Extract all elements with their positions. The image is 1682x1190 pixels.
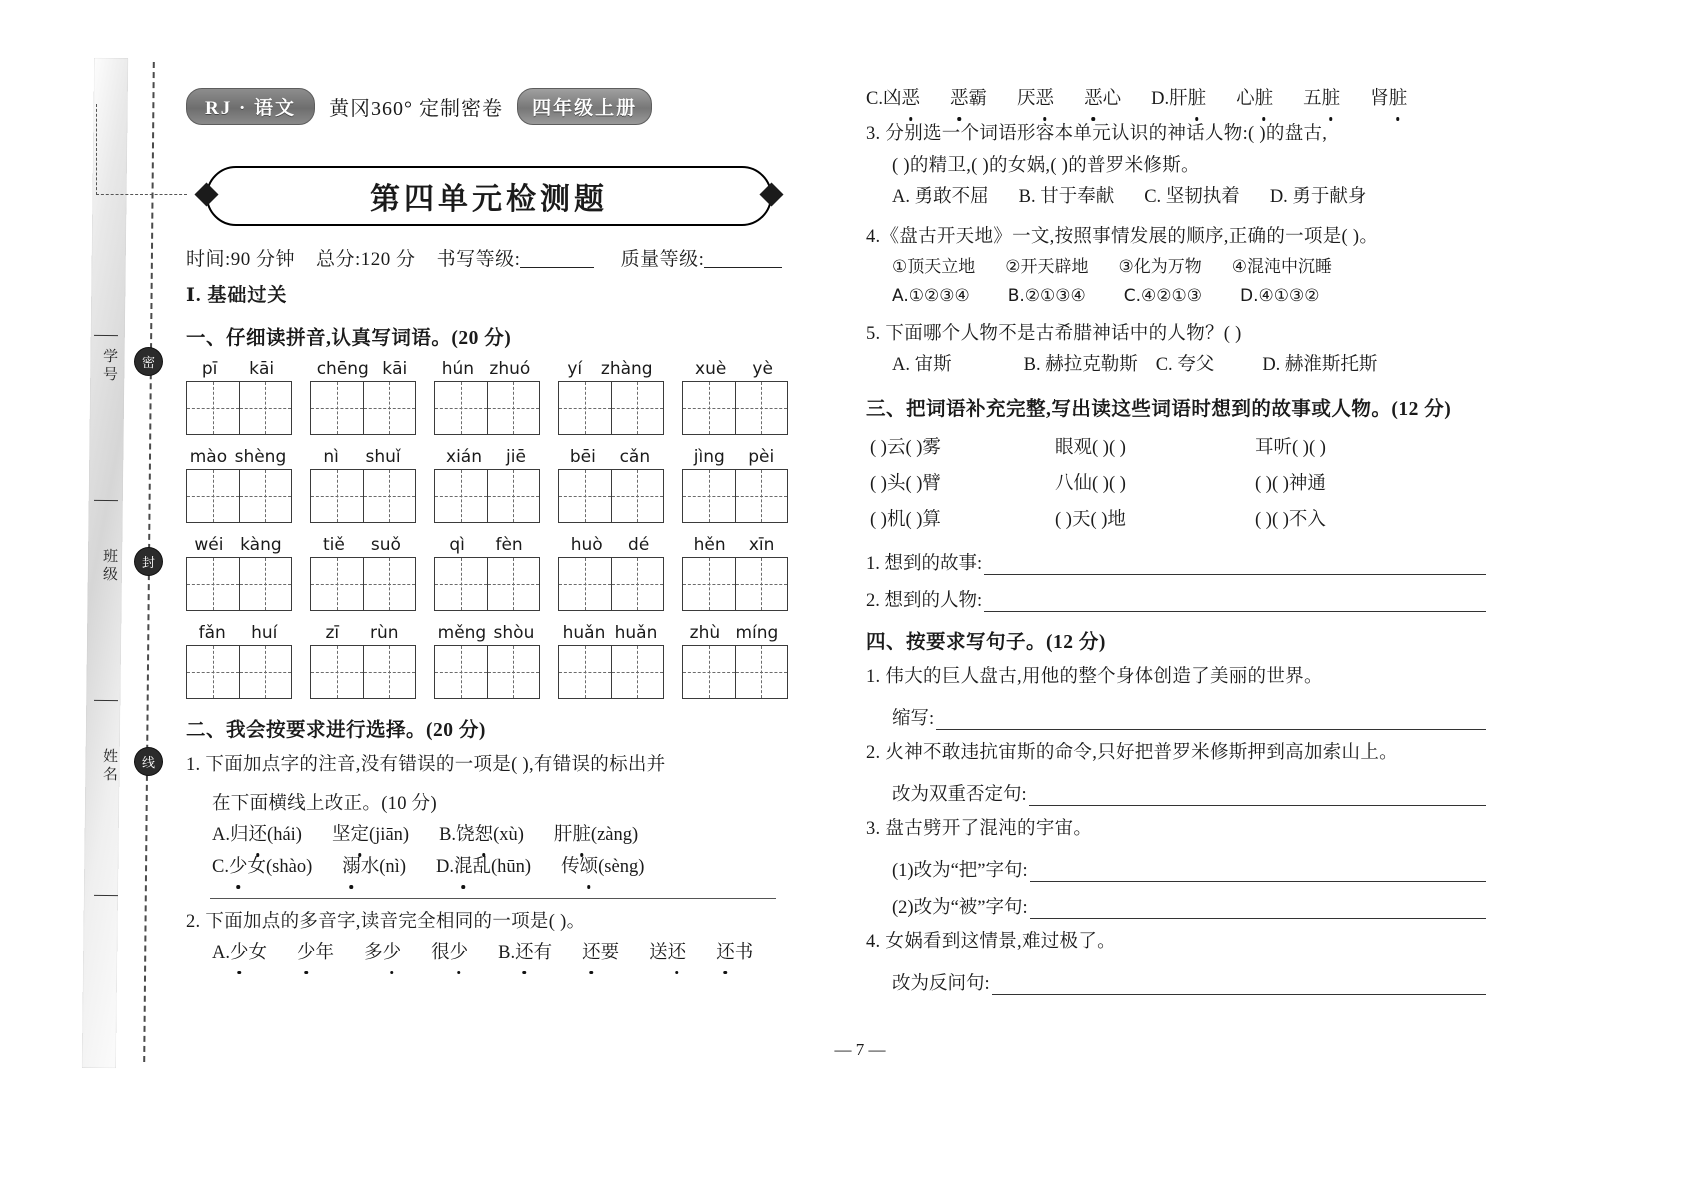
pinyin-syllable: zhuó: [489, 359, 531, 379]
pinyin-item: [310, 535, 414, 611]
pinyin-syllable: hún: [441, 359, 475, 379]
pinyin-syllable: yè: [752, 359, 773, 379]
pinyin-item: [186, 623, 290, 699]
dotted-char: 脏: [1255, 84, 1274, 116]
question-1-line-1: 1. 下面加点字的注音,没有错误的一项是( ),有错误的标出并: [186, 755, 666, 775]
pinyin-syllable: nì: [323, 447, 339, 467]
option-d-3: 五脏: [1303, 84, 1340, 116]
answer-label: 1. 想到的故事:: [866, 553, 983, 574]
question-2-options-row-1: [212, 938, 786, 970]
tianzi-box[interactable]: [434, 381, 540, 435]
idiom-row: [870, 466, 1486, 502]
sentence-item: [866, 928, 1486, 958]
title-connector: [96, 104, 187, 195]
section-three-answer-2: [866, 586, 1486, 612]
pinyin-syllable: fǎn: [198, 623, 226, 643]
dotted-char: 少: [297, 938, 316, 970]
pinyin-row: [186, 359, 786, 435]
pinyin-syllable: shòu: [493, 623, 535, 643]
dotted-char: 脏: [1188, 84, 1207, 116]
option-c[interactable]: C.④②①③: [1123, 285, 1202, 306]
option-c-3: 厌恶: [1017, 84, 1054, 116]
idiom-blank[interactable]: 眼观( )( ): [1055, 437, 1126, 458]
pinyin-syllable: xīn: [748, 535, 775, 555]
pinyin-item: [186, 447, 290, 523]
prompt-blank[interactable]: [936, 711, 1486, 730]
pinyin-syllable: jìng: [693, 447, 725, 467]
tianzi-box[interactable]: [558, 557, 664, 611]
dotted-char: 溺: [342, 852, 361, 884]
brand-label: 黄冈360° 定制密卷: [329, 98, 504, 120]
grade-pill: 四年级上册: [517, 88, 652, 125]
option-a[interactable]: A.①②③④: [892, 285, 970, 306]
idiom-row: [870, 430, 1486, 466]
option-a[interactable]: A. 勇敢不屈: [892, 186, 989, 207]
pinyin-item: [682, 623, 786, 699]
prompt-label: 改为双重否定句:: [892, 784, 1027, 805]
option-c: C.凶恶: [866, 84, 920, 116]
option-c[interactable]: C. 坚韧执着: [1144, 186, 1240, 207]
section-two-heading: 二、我会按要求进行选择。(20 分): [186, 720, 486, 741]
option-d-2: 心脏: [1236, 84, 1273, 116]
tianzi-box[interactable]: [558, 645, 664, 699]
option-d: D.混乱(hūn): [436, 852, 531, 884]
pinyin-grid-area: [186, 359, 786, 699]
order-item-4: ④混沌中沉睡: [1231, 256, 1332, 277]
option-b[interactable]: B. 赫拉克勒斯: [1023, 354, 1138, 375]
section-one-heading: 一、仔细读拼音,认真写词语。(20 分): [186, 328, 512, 349]
dotted-char: 脏: [1389, 84, 1408, 116]
pinyin-syllable: mào: [189, 447, 228, 467]
pinyin-syllable: huǎn: [614, 623, 658, 643]
sentence-prompt: [892, 969, 1486, 995]
option-a-4: 很少: [431, 938, 468, 970]
question-1-options-row-1: [212, 820, 786, 852]
prompt-blank[interactable]: [1030, 900, 1486, 919]
option-a-second: 坚定(jiān): [332, 820, 409, 852]
pinyin-row: [186, 623, 786, 699]
option-b-second: 肝脏(zàng): [554, 820, 638, 852]
idiom-blank[interactable]: ( )头( )臂: [870, 473, 941, 494]
section-four-heading: 四、按要求写句子。(12 分): [866, 631, 1106, 653]
pinyin-syllable: měng: [437, 623, 487, 643]
sentence-prompt: [892, 893, 1486, 919]
sentence-item: [866, 663, 1486, 693]
question-4-options: [892, 282, 1486, 311]
pinyin-syllable: jiē: [506, 447, 526, 467]
pinyin-syllable: huí: [251, 623, 278, 643]
dotted-char: 还: [582, 938, 601, 970]
option-b-3: 送还: [649, 938, 686, 970]
idiom-blank[interactable]: ( )( )不入: [1255, 509, 1326, 530]
question-5-line-1: 5. 下面哪个人物不是古希腊神话中的人物？( ): [866, 324, 1242, 344]
seal-badge-xian: 线: [135, 748, 162, 775]
pinyin-item: [186, 535, 290, 611]
question-1-line-2: 在下面横线上改正。(10 分): [212, 793, 437, 814]
prompt-label: 缩写:: [892, 708, 935, 729]
pinyin-syllable: fèn: [495, 535, 523, 555]
margin-field-xuehao: 学号: [100, 347, 118, 385]
pinyin-syllable: kàng: [240, 535, 282, 555]
prompt-blank[interactable]: [992, 976, 1486, 995]
pinyin-syllable: xuè: [695, 359, 727, 379]
dotted-char: 少: [450, 938, 469, 970]
option-b: B.饶恕(xù): [439, 820, 524, 852]
left-column: [186, 0, 786, 969]
tianzi-box[interactable]: [682, 557, 788, 611]
option-b[interactable]: B.②①③④: [1007, 285, 1086, 306]
meta-writing-blank[interactable]: [520, 267, 594, 268]
pinyin-item: [310, 623, 414, 699]
meta-total: 总分:120 分: [316, 249, 416, 270]
answer-blank[interactable]: [984, 556, 1486, 575]
pinyin-syllable: xián: [446, 447, 482, 467]
seal-badge-mi: 密: [135, 348, 162, 375]
question-2-options-row-2: [866, 84, 1486, 116]
pinyin-syllable: chēng: [316, 359, 369, 379]
pinyin-item: [682, 359, 786, 435]
prompt-blank[interactable]: [1029, 787, 1486, 806]
tianzi-box[interactable]: [682, 645, 788, 699]
question-3-line-2: ( )的精卫,( )的女娲,( )的普罗米修斯。: [892, 155, 1200, 176]
tianzi-box[interactable]: [434, 557, 540, 611]
meta-writing-label: 书写等级:: [436, 249, 521, 270]
idiom-blank[interactable]: ( )云( )雾: [870, 437, 941, 458]
sentence-item: [866, 815, 1486, 845]
sentence-item: [866, 739, 1486, 769]
meta-time: 时间:90 分钟: [186, 249, 296, 270]
prompt-label: 改为反问句:: [892, 973, 990, 994]
pinyin-syllable: huò: [570, 535, 603, 555]
pinyin-item: [558, 359, 662, 435]
pinyin-syllable: shèng: [234, 447, 287, 467]
pinyin-syllable: suǒ: [370, 535, 401, 555]
option-c-second: 溺水(nì): [342, 852, 406, 884]
tianzi-box[interactable]: [310, 381, 416, 435]
sentence-prompt: [892, 704, 1486, 730]
option-a[interactable]: A. 宙斯: [892, 354, 952, 375]
prompt-blank[interactable]: [1030, 863, 1486, 882]
margin-field-xingming: 姓名: [100, 747, 118, 785]
page-number: — 7 —: [834, 1040, 886, 1059]
question-1-correction-line[interactable]: [210, 898, 776, 899]
tianzi-box[interactable]: [186, 645, 292, 699]
option-b-2: 还要: [582, 938, 619, 970]
idiom-blank[interactable]: ( )( )神通: [1255, 473, 1326, 494]
item-sentence: 伟大的巨人盘古,用他的整个身体创造了美丽的世界。: [885, 666, 1323, 687]
option-c: C.少女(shào): [212, 852, 312, 884]
dotted-char: 还: [249, 820, 268, 852]
pinyin-syllable: zī: [325, 623, 340, 643]
sentence-prompt: [892, 780, 1486, 806]
pinyin-syllable: bēi: [569, 447, 596, 467]
dotted-char: 脏: [572, 820, 591, 852]
pinyin-syllable: huǎn: [562, 623, 606, 643]
dotted-char: 恶: [1036, 84, 1055, 116]
order-item-3: ③化为万物: [1118, 256, 1202, 277]
exam-meta: [186, 244, 786, 271]
pinyin-syllable: tiě: [323, 535, 345, 555]
pinyin-syllable: kāi: [382, 359, 408, 379]
option-b: B.还有: [498, 938, 552, 970]
option-a: A.归还(hái): [212, 820, 302, 852]
idiom-row: [870, 502, 1486, 538]
page-title: 第四单元检测题: [206, 166, 772, 226]
question-3-line-1: 3. 分别选一个词语形容本单元认识的神话人物:( )的盘古,: [866, 123, 1328, 144]
pinyin-item: [434, 623, 538, 699]
meta-quality-blank[interactable]: [704, 267, 782, 268]
pinyin-syllable: míng: [735, 623, 779, 643]
pinyin-item: [186, 359, 290, 435]
section-three-heading: 三、把词语补充完整,写出读这些词语时想到的故事或人物。(12 分): [866, 398, 1452, 420]
pinyin-item: [310, 447, 414, 523]
seal-badge-feng: 封: [135, 548, 162, 575]
tianzi-box[interactable]: [558, 381, 664, 435]
pinyin-item: [310, 359, 414, 435]
pinyin-row: [186, 535, 786, 611]
tianzi-box[interactable]: [434, 469, 540, 523]
question-4-line-1: 4.《盘古开天地》一文,按照事情发展的顺序,正确的一项是( )。: [866, 226, 1379, 247]
pinyin-item: [434, 535, 538, 611]
dotted-char: 少: [229, 852, 248, 884]
dotted-char: 恶: [901, 84, 920, 116]
option-c-4: 恶心: [1084, 84, 1121, 116]
question-4-items: [892, 253, 1486, 282]
pinyin-syllable: dé: [628, 535, 650, 555]
dotted-char: 恶: [1084, 84, 1103, 116]
dotted-char: 定: [350, 820, 369, 852]
tianzi-box[interactable]: [186, 381, 292, 435]
idiom-blank[interactable]: ( )天( )地: [1055, 509, 1126, 530]
item-sentence: 火神不敢违抗宙斯的命令,只好把普罗米修斯押到高加索山上。: [885, 742, 1398, 763]
sentence-prompt: [892, 856, 1486, 882]
item-number: 3.: [866, 818, 881, 839]
item-number: 1.: [866, 666, 881, 687]
pinyin-syllable: shuǐ: [365, 447, 401, 467]
question-2-line-1: 2. 下面加点的多音字,读音完全相同的一项是( )。: [186, 911, 586, 932]
idiom-blank[interactable]: 八仙( )( ): [1055, 473, 1126, 494]
question-3-options: [892, 182, 1486, 214]
option-d[interactable]: D. 勇于献身: [1269, 186, 1367, 207]
option-c[interactable]: C. 夸父: [1155, 354, 1215, 375]
pinyin-item: [558, 623, 662, 699]
option-a: A.少女: [212, 938, 267, 970]
tianzi-box[interactable]: [558, 469, 664, 523]
pinyin-item: [682, 447, 786, 523]
idiom-blank[interactable]: ( )机( )算: [870, 509, 941, 530]
pinyin-syllable: cǎn: [619, 447, 651, 467]
option-d-second: 传颂(sèng): [561, 852, 644, 884]
tianzi-box[interactable]: [186, 469, 292, 523]
question-1-options-row-2: [212, 852, 786, 884]
order-item-2: ②开天辟地: [1005, 256, 1089, 277]
answer-label: 2. 想到的人物:: [866, 590, 983, 611]
option-d[interactable]: D. 赫淮斯托斯: [1262, 354, 1378, 375]
pinyin-syllable: pī: [201, 359, 218, 379]
option-b-4: 还书: [716, 938, 753, 970]
dotted-char: 还: [515, 938, 534, 970]
tianzi-box[interactable]: [310, 645, 416, 699]
option-a-3: 多少: [364, 938, 401, 970]
dotted-char: 恕: [475, 820, 494, 852]
right-column: [866, 84, 1486, 995]
dotted-char: 恶: [950, 84, 969, 116]
tianzi-box[interactable]: [310, 469, 416, 523]
item-sentence: 盘古劈开了混沌的宇宙。: [885, 818, 1093, 839]
paper-header: [186, 88, 786, 148]
part-one-label: Ⅰ. 基础过关: [186, 285, 288, 306]
pinyin-syllable: wéi: [194, 535, 224, 555]
pinyin-item: [558, 447, 662, 523]
tianzi-box[interactable]: [682, 381, 788, 435]
pinyin-item: [434, 447, 538, 523]
dotted-char: 少: [383, 938, 402, 970]
pinyin-item: [682, 535, 786, 611]
pinyin-syllable: rùn: [369, 623, 399, 643]
item-number: 2.: [866, 742, 881, 763]
prompt-label: (1)改为“把”字句:: [892, 860, 1028, 881]
pinyin-syllable: pèi: [748, 447, 775, 467]
item-sentence: 女娲看到这情景,难过极了。: [885, 931, 1116, 952]
question-5-options: [892, 350, 1486, 382]
tianzi-box[interactable]: [434, 645, 540, 699]
prompt-label: (2)改为“被”字句:: [892, 897, 1028, 918]
idiom-blank[interactable]: 耳听( )( ): [1255, 437, 1326, 458]
pinyin-item: [558, 535, 662, 611]
dotted-char: 颂: [580, 852, 599, 884]
pinyin-row: [186, 447, 786, 523]
tianzi-box[interactable]: [186, 557, 292, 611]
margin-field-banji: 班级: [100, 547, 118, 585]
dotted-char: 少: [230, 938, 249, 970]
option-c-2: 恶霸: [950, 84, 987, 116]
option-b[interactable]: B. 甘于奉献: [1018, 186, 1115, 207]
pinyin-item: [434, 359, 538, 435]
option-a-2: 少年: [297, 938, 334, 970]
pinyin-syllable: kāi: [249, 359, 275, 379]
item-number: 4.: [866, 931, 881, 952]
section-three-answer-1: [866, 549, 1486, 575]
meta-quality-label: 质量等级:: [620, 249, 705, 270]
dotted-char: 还: [716, 938, 735, 970]
subject-pill: RJ · 语文: [186, 88, 315, 125]
tianzi-box[interactable]: [310, 557, 416, 611]
order-item-1: ①顶天立地: [892, 256, 976, 277]
title-banner: [186, 166, 786, 228]
option-d: D.肝脏: [1151, 84, 1206, 116]
dotted-char: 脏: [1322, 84, 1341, 116]
tianzi-box[interactable]: [682, 469, 788, 523]
answer-blank[interactable]: [984, 593, 1486, 612]
pinyin-syllable: qì: [449, 535, 465, 555]
pinyin-syllable: hěn: [693, 535, 726, 555]
option-d[interactable]: D.④①③②: [1239, 285, 1320, 306]
dotted-char: 混: [454, 852, 473, 884]
dotted-char: 还: [668, 938, 687, 970]
pinyin-syllable: zhù: [689, 623, 721, 643]
option-d-4: 肾脏: [1370, 84, 1407, 116]
pinyin-syllable: zhàng: [600, 359, 653, 379]
pinyin-syllable: yí: [567, 359, 583, 379]
